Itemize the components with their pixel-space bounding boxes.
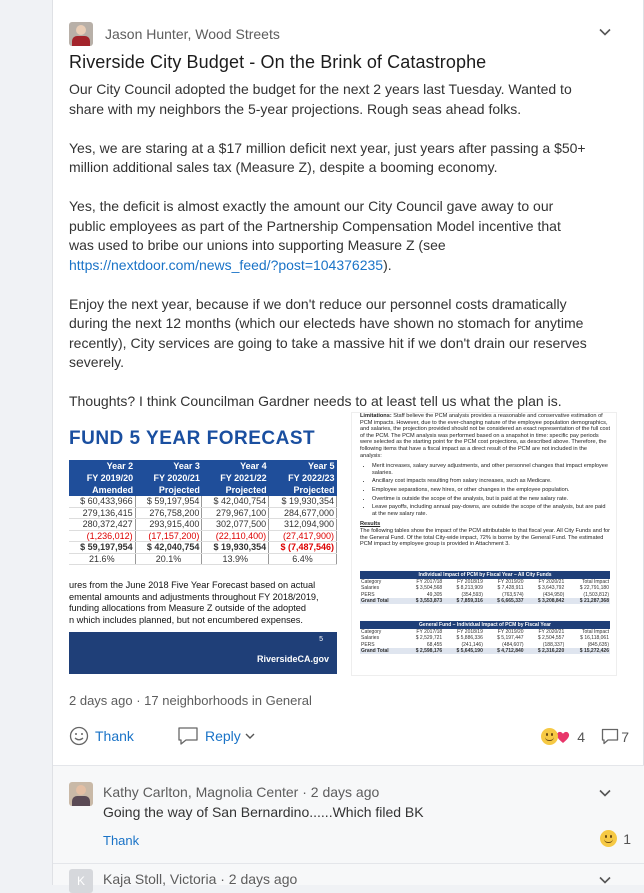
table-row: $ 59,197,954 $ 42,040,754 $ 19,930,354 $ (7,487,546) <box>69 542 337 554</box>
comment-icon <box>601 728 619 745</box>
post-paragraph: Yes, the deficit is almost exactly the amount our City Council gave away to our public employees as part of the Partnership Compensation Model incentive that was used to bribe our unions into supporting Measure Z (see https://nextdoor.com/news_feed/?post=104376235). <box>69 198 561 273</box>
forecast-heading: FUND 5 YEAR FORECAST <box>69 428 316 449</box>
post-meta: 2 days ago · 17 neighborhoods in General <box>69 693 312 708</box>
commenter-avatar[interactable]: K <box>69 869 93 893</box>
post-body <box>69 80 589 431</box>
comment-thank-button[interactable]: Thank <box>103 833 140 848</box>
table-row: 280,372,427 293,915,400 302,077,500 312,094,900 <box>69 519 337 531</box>
table-row: PERS 49,305 (354,593) (763,574) (434,950) (1,503,812) <box>361 591 609 598</box>
table-row: Grand Total $ 2,598,176 $ 5,645,190 $ 4,712,840 $ 2,316,220 $ 15,272,426 <box>361 647 609 654</box>
attached-image-pcm-report[interactable] <box>351 412 617 676</box>
comments-section <box>53 766 644 888</box>
forecast-notes: ures from the June 2018 Five Year Forecast based on actual emental amounts and adjustments throughout FY 2018/2019, funding allocations from Measure Z outside of the adopted n which includes planned, but not encumbered expenses. <box>69 580 319 625</box>
forecast-table: Year 2 Year 3 Year 4 Year 5 FY 2019/20 FY 2020/21 FY 2021/22 FY 2022/23 Amended Projected Projected Projected $ 60,433,966 $ 59,197,954 $ 42,040,754 $ 19,930,354 279,136,415 276,758,200 279,967,100 284,677,000 280,372,427 293,915,400 302,077,500 312,094,900 (1,236,012) (17,157,200) (22,110,400) (27,417,900) $ 59,197,954 $ 42,040,754 $ 19,930,354 $ (7,487,546) 21.6% 20.1% 13.9% 6.4% <box>69 460 337 565</box>
table-row: Salaries $ 3,504,568 $ 8,213,909 $ 7,428,911 $ 3,643,792 $ 22,791,180 <box>361 585 609 592</box>
table-row: PERS 68,455 (241,146) (484,607) (188,337) (845,635) <box>361 641 609 648</box>
attached-image-forecast[interactable] <box>69 412 337 676</box>
comment-author[interactable]: Kaja Stoll, Victoria · 2 days ago <box>103 871 298 887</box>
table-row: (1,236,012) (17,157,200) (22,110,400) (27,417,900) <box>69 530 337 542</box>
page-number: 5 <box>319 636 323 643</box>
table-row: $ 60,433,966 $ 59,197,954 $ 42,040,754 $ 19,930,354 <box>69 496 337 507</box>
author-name[interactable]: Jason Hunter, Wood Streets <box>105 26 280 42</box>
smiley-reaction-icon <box>600 830 617 847</box>
thank-label: Thank <box>95 728 134 744</box>
table-row: 21.6% 20.1% 13.9% 6.4% <box>69 553 337 565</box>
comment-author[interactable]: Kathy Carlton, Magnolia Center · 2 days ago <box>103 784 380 800</box>
forecast-footer: RiversideCA.gov <box>69 632 337 674</box>
post-title: Riverside City Budget - On the Brink of Catastrophe <box>69 52 487 72</box>
post-paragraph: Our City Council adopted the budget for the next 2 years last Tuesday. Wanted to share with my neighbors the 5-year projections. Rough seas ahead folks. <box>69 81 572 117</box>
pcm-table-all-funds: Individual Impact of PCM by Fiscal Year – All City Funds Category FY 2017/18 FY 2018/19 FY 2019/20 FY 2020/21 Total Impact Salaries $ 3,504,568 $ 8,213,909 $ 7,428,911 $ 3,643,792 $ 22,791,180 PERS 49,305 (354,593) (763,574) (434,950) (1,503,812) Grand Total $ 3,553,873 $ 7,859,316 $ 6,665,337 $ 3,208,842 $ 21,287,368 <box>361 572 609 604</box>
table-row: 279,136,415 276,758,200 279,967,100 284,677,000 <box>69 507 337 519</box>
chevron-down-icon <box>244 730 256 742</box>
comment-count[interactable]: 7 <box>601 728 629 745</box>
commenter-avatar[interactable] <box>69 782 93 806</box>
post-paragraph: Thoughts? I think Councilman Gardner needs to at least tell us what the plan is. <box>69 393 562 409</box>
post-paragraph: Enjoy the next year, because if we don't reduce our personnel costs dramatically during the next 12 months (which our electeds have shown no stomach for anytime recently), City services are going to take a massive hit if we don't drain our reserves severely. <box>69 295 587 370</box>
table-row: Grand Total $ 3,553,873 $ 7,859,316 $ 6,665,337 $ 3,208,842 $ 21,287,368 <box>361 597 609 604</box>
speech-bubble-icon <box>177 726 199 746</box>
post-paragraph: Yes, we are staring at a $17 million deficit next year, just years after passing a $50+ million additional sales tax (Measure Z), despite a booming economy. <box>69 139 586 175</box>
post-card <box>52 0 644 888</box>
comment-reactions[interactable]: 1 <box>600 830 631 847</box>
reply-button[interactable] <box>177 726 262 746</box>
pcm-document-text: Limitations: Staff believe the PCM analysis provides a reasonable and conservative estimation of PCM impacts. However, due to the ever-changing nature of the employee population demographics, and salaries, the projection provided should not be considered an exact representation of the full cost of the PCM. The PCM analysis was performed based on a snapshot in time: specific pay periods were selected as the starting point for the PCM cost projections, as described above. Therefore, the following items that have a fiscal impact as a direct result of the PCM are not included in the analysis: • Merit increases, salary survey adjustments, and other personnel changes that impact employee salaries. • Ancillary cost impacts resulting from salary increases, such as Medicare. • Employee separations, new hires, or other changes in the employee population. • Overtime is outside the scope of the analysis, but is paid at the new salary rate. • Leave payoffs, including annual pay-downs, are outside the scope of the analysis, but are paid at the new salary rate. Results The following tables show the impact of the PCM attributable to that fiscal year. All City Funds and for the General Fund. Of the total City-wide impact, 72% is borne by the General Fund. The estimated PCM impact by employee group is provided in Attachment 3. <box>360 413 610 548</box>
thank-button[interactable] <box>69 726 134 746</box>
post-link[interactable]: https://nextdoor.com/news_feed/?post=104376235 <box>69 256 384 273</box>
smile-icon <box>69 726 89 746</box>
post-header <box>69 22 280 46</box>
reactions-summary[interactable] <box>541 728 585 745</box>
author-avatar[interactable] <box>69 22 93 46</box>
chevron-down-icon[interactable] <box>598 25 612 39</box>
chevron-down-icon[interactable] <box>598 786 612 800</box>
divider <box>53 863 644 864</box>
post-actions <box>69 726 629 750</box>
table-row: Salaries $ 2,529,721 $ 5,886,336 $ 5,197,447 $ 2,504,557 $ 16,118,061 <box>361 635 609 642</box>
comment-text: Going the way of San Bernardino......Which filed BK <box>103 804 424 820</box>
reply-label: Reply <box>205 728 241 744</box>
pcm-table-general-fund: General Fund – Individual Impact of PCM by Fiscal Year Category FY 2017/18 FY 2018/19 FY 2019/20 FY 2020/21 Total Impact Salaries $ 2,529,721 $ 5,886,336 $ 5,197,447 $ 2,504,557 $ 16,118,061 PERS 68,455 (241,146) (484,607) (188,337) (845,635) Grand Total $ 2,598,176 $ 5,645,190 $ 4,712,840 $ 2,316,220 $ 15,272,426 <box>361 622 609 654</box>
reaction-count: 4 <box>577 728 585 745</box>
